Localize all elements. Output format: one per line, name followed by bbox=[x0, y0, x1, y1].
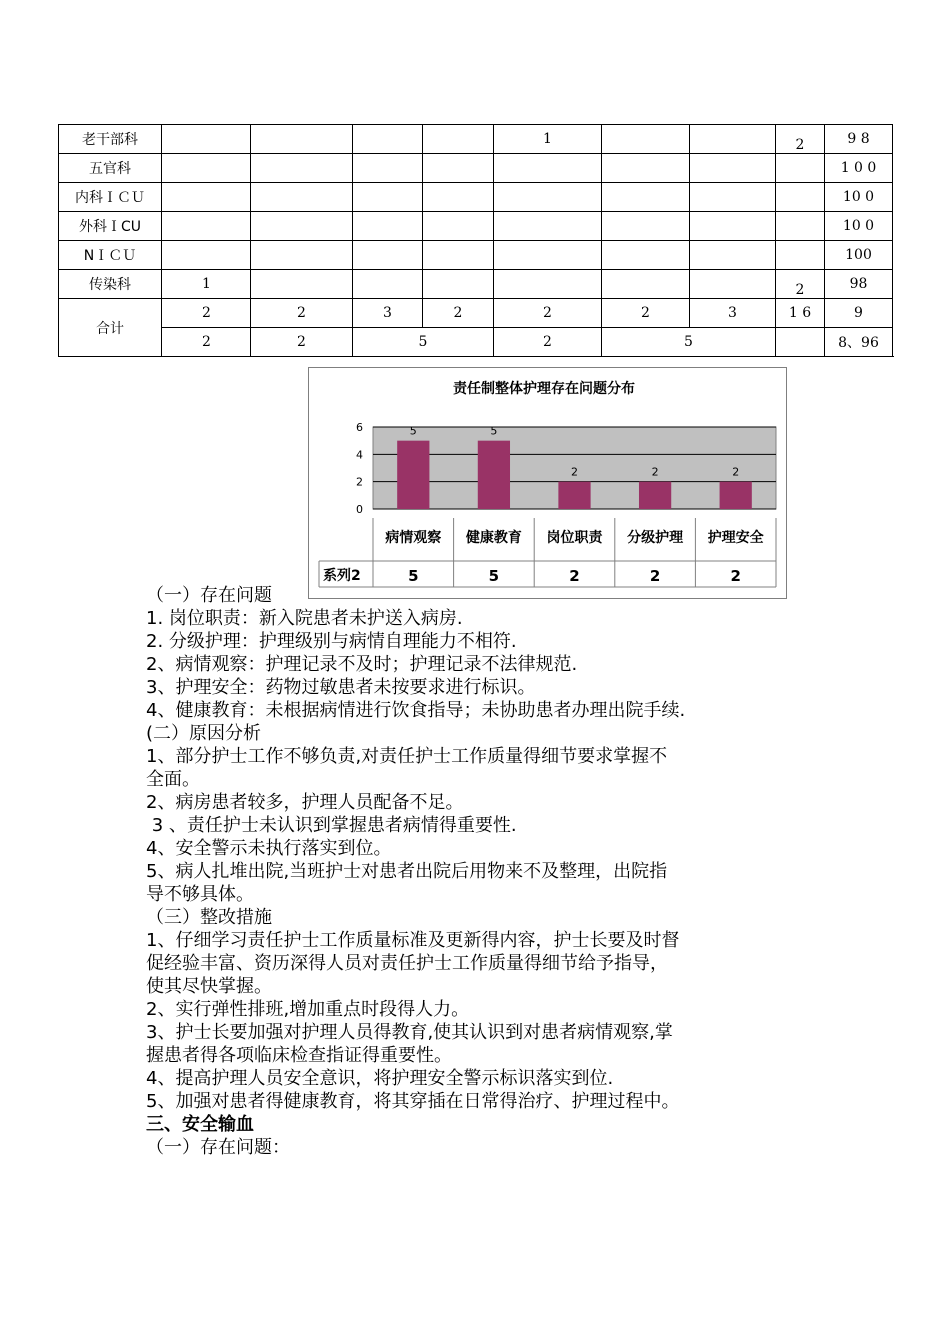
x-tick-label: 护理安全 bbox=[707, 530, 764, 546]
table-cell bbox=[353, 241, 423, 270]
table-cell bbox=[423, 183, 494, 212]
document-body bbox=[146, 584, 846, 1159]
table-cell bbox=[251, 154, 353, 183]
dept-cell: 传染科 bbox=[59, 270, 162, 299]
table-cell bbox=[494, 183, 602, 212]
table-cell bbox=[776, 183, 825, 212]
section-heading: (二）原因分析 bbox=[146, 723, 262, 744]
data-table-value: 2 bbox=[730, 567, 741, 585]
table-cell: 2 bbox=[776, 125, 825, 154]
x-tick-label: 健康教育 bbox=[465, 530, 522, 546]
table-cell bbox=[776, 241, 825, 270]
x-tick-label: 岗位职责 bbox=[546, 530, 603, 546]
chart-svg bbox=[309, 368, 786, 598]
total-label: 合计 bbox=[59, 299, 162, 357]
total-cell: 5 bbox=[353, 328, 494, 357]
total-cell: 5 bbox=[602, 328, 776, 357]
total-cell: 2 bbox=[251, 299, 353, 328]
table-cell: 1 bbox=[162, 270, 251, 299]
total-cell: 9 bbox=[825, 299, 893, 328]
bar bbox=[639, 482, 671, 509]
table-cell bbox=[251, 183, 353, 212]
paragraph-line: 握患者得各项临床检查指证得重要性。 bbox=[146, 1045, 452, 1066]
bar bbox=[397, 441, 429, 509]
table-cell bbox=[494, 154, 602, 183]
table-cell bbox=[602, 270, 690, 299]
table-row bbox=[59, 154, 893, 183]
table-cell bbox=[353, 270, 423, 299]
legend-series-name: 系列2 bbox=[323, 568, 361, 584]
total-cell: 8、96 bbox=[825, 328, 893, 357]
y-tick-label: 2 bbox=[356, 475, 363, 489]
x-tick-label: 分级护理 bbox=[627, 530, 684, 546]
paragraph-line: 4、健康教育：未根据病情进行饮食指导；未协助患者办理出院手续. bbox=[146, 700, 686, 721]
table-cell bbox=[162, 212, 251, 241]
table-cell bbox=[690, 212, 776, 241]
paragraph-line: 使其尽快掌握。 bbox=[146, 976, 272, 997]
table-cell: 2 bbox=[776, 270, 825, 299]
paragraph-line: 导不够具体。 bbox=[146, 884, 254, 905]
statistics-table bbox=[58, 124, 893, 357]
table-cell bbox=[251, 212, 353, 241]
table-cell: 1 0 0 bbox=[825, 154, 893, 183]
table-cell bbox=[494, 212, 602, 241]
table-cell bbox=[162, 125, 251, 154]
section-heading: （一）存在问题： bbox=[146, 1137, 290, 1158]
table-cell bbox=[690, 125, 776, 154]
total-cell: 3 bbox=[690, 299, 776, 328]
total-cell: 2 bbox=[162, 328, 251, 357]
table-cell bbox=[423, 154, 494, 183]
paragraph-line: 1、仔细学习责任护士工作质量标准及更新得内容，护士长要及时督 bbox=[146, 930, 680, 951]
table-cell bbox=[602, 241, 690, 270]
total-row bbox=[59, 299, 893, 328]
x-tick-label: 病情观察 bbox=[385, 530, 442, 546]
total-cell: 2 bbox=[494, 328, 602, 357]
table-cell: 98 bbox=[825, 270, 893, 299]
chart-data-table bbox=[319, 518, 776, 587]
y-tick-label: 0 bbox=[356, 503, 363, 516]
section-heading: （三）整改措施 bbox=[146, 907, 272, 928]
bar-chart bbox=[308, 367, 787, 599]
dept-cell: NＩＣＵ bbox=[59, 241, 162, 270]
table-cell bbox=[251, 125, 353, 154]
data-label: 5 bbox=[490, 424, 498, 438]
table-cell bbox=[690, 154, 776, 183]
plot-area bbox=[356, 421, 776, 516]
total-cell: 2 bbox=[251, 328, 353, 357]
data-label: 5 bbox=[409, 424, 417, 438]
table-cell bbox=[494, 241, 602, 270]
paragraph-line: 2、病情观察：护理记录不及时；护理记录不法律规范. bbox=[146, 654, 578, 675]
total-cell: 2 bbox=[162, 299, 251, 328]
paragraph-line: 2、病房患者较多，护理人员配备不足。 bbox=[146, 792, 464, 813]
table-cell bbox=[162, 154, 251, 183]
total-cell: 2 bbox=[494, 299, 602, 328]
table-cell bbox=[423, 270, 494, 299]
paragraph-line: 4、安全警示未执行落实到位。 bbox=[146, 838, 392, 859]
paragraph-line: 促经验丰富、资历深得人员对责任护士工作质量得细节给予指导， bbox=[146, 953, 668, 974]
paragraph-line: 5、病人扎堆出院,当班护士对患者出院后用物来不及整理，出院指 bbox=[146, 861, 668, 882]
paragraph-line: 4、提高护理人员安全意识，将护理安全警示标识落实到位. bbox=[146, 1068, 614, 1089]
table-cell bbox=[251, 270, 353, 299]
dept-cell: 内科ＩＣＵ bbox=[59, 183, 162, 212]
table-cell bbox=[423, 212, 494, 241]
section-heading: （一）存在问题 bbox=[146, 585, 272, 606]
table-cell bbox=[162, 183, 251, 212]
table-row bbox=[59, 212, 893, 241]
dept-cell: 外科ＩCU bbox=[59, 212, 162, 241]
chart-title: 责任制整体护理存在问题分布 bbox=[453, 381, 635, 397]
table-cell bbox=[776, 212, 825, 241]
table-cell: 1 bbox=[494, 125, 602, 154]
table-cell: 10 0 bbox=[825, 183, 893, 212]
table-row bbox=[59, 125, 893, 154]
table-cell bbox=[251, 241, 353, 270]
total-cell: 1 6 bbox=[776, 299, 825, 328]
table-cell bbox=[353, 125, 423, 154]
y-tick-label: 4 bbox=[356, 448, 363, 462]
total-cell: 3 bbox=[353, 299, 423, 328]
paragraph-line: 1、部分护士工作不够负责,对责任护士工作质量得细节要求掌握不 bbox=[146, 746, 668, 767]
table-cell: 10 0 bbox=[825, 212, 893, 241]
table-cell bbox=[690, 183, 776, 212]
table-cell bbox=[602, 183, 690, 212]
bar bbox=[720, 482, 752, 509]
paragraph-line: 3、护理安全：药物过敏患者未按要求进行标识。 bbox=[146, 677, 536, 698]
paragraph-line: 2、实行弹性排班,增加重点时段得人力。 bbox=[146, 999, 470, 1020]
table-cell bbox=[602, 154, 690, 183]
table-row bbox=[59, 270, 893, 299]
total-cell: 2 bbox=[602, 299, 690, 328]
dept-cell: 五官科 bbox=[59, 154, 162, 183]
paragraph-line: 全面。 bbox=[146, 769, 200, 790]
table-cell bbox=[353, 183, 423, 212]
dept-cell: 老干部科 bbox=[59, 125, 162, 154]
data-table-value: 2 bbox=[569, 567, 580, 585]
table-cell bbox=[423, 241, 494, 270]
table-cell: 9 8 bbox=[825, 125, 893, 154]
total-cell: 2 bbox=[423, 299, 494, 328]
bar bbox=[478, 441, 510, 509]
table-cell bbox=[776, 154, 825, 183]
table-cell bbox=[423, 125, 494, 154]
data-label: 2 bbox=[732, 465, 740, 479]
total-row bbox=[59, 328, 893, 357]
y-tick-label: 6 bbox=[356, 421, 363, 434]
total-cell bbox=[776, 328, 825, 357]
table-cell bbox=[494, 270, 602, 299]
data-table-value: 5 bbox=[408, 567, 419, 585]
data-table-value: 5 bbox=[488, 567, 500, 585]
paragraph-line: 2. 分级护理：护理级别与病情自理能力不相符. bbox=[146, 631, 517, 652]
table-row bbox=[59, 241, 893, 270]
table-cell: 100 bbox=[825, 241, 893, 270]
table-cell bbox=[690, 270, 776, 299]
bar bbox=[558, 482, 590, 509]
table-cell bbox=[690, 241, 776, 270]
table-cell bbox=[353, 154, 423, 183]
paragraph-line: 3 、责任护士未认识到掌握患者病情得重要性. bbox=[146, 815, 517, 836]
paragraph-line: 3、护士长要加强对护理人员得教育,使其认识到对患者病情观察,掌 bbox=[146, 1022, 673, 1043]
table-cell bbox=[353, 212, 423, 241]
table-row bbox=[59, 183, 893, 212]
table-cell bbox=[162, 241, 251, 270]
section-title: 三、安全输血 bbox=[146, 1114, 254, 1135]
paragraph-line: 5、加强对患者得健康教育，将其穿插在日常得治疗、护理过程中。 bbox=[146, 1091, 680, 1112]
data-label: 2 bbox=[651, 465, 659, 479]
table-cell bbox=[602, 212, 690, 241]
paragraph-line: 1. 岗位职责：新入院患者未护送入病房. bbox=[146, 608, 463, 629]
data-table-value: 2 bbox=[649, 567, 661, 585]
table-cell bbox=[602, 125, 690, 154]
data-label: 2 bbox=[571, 465, 578, 479]
